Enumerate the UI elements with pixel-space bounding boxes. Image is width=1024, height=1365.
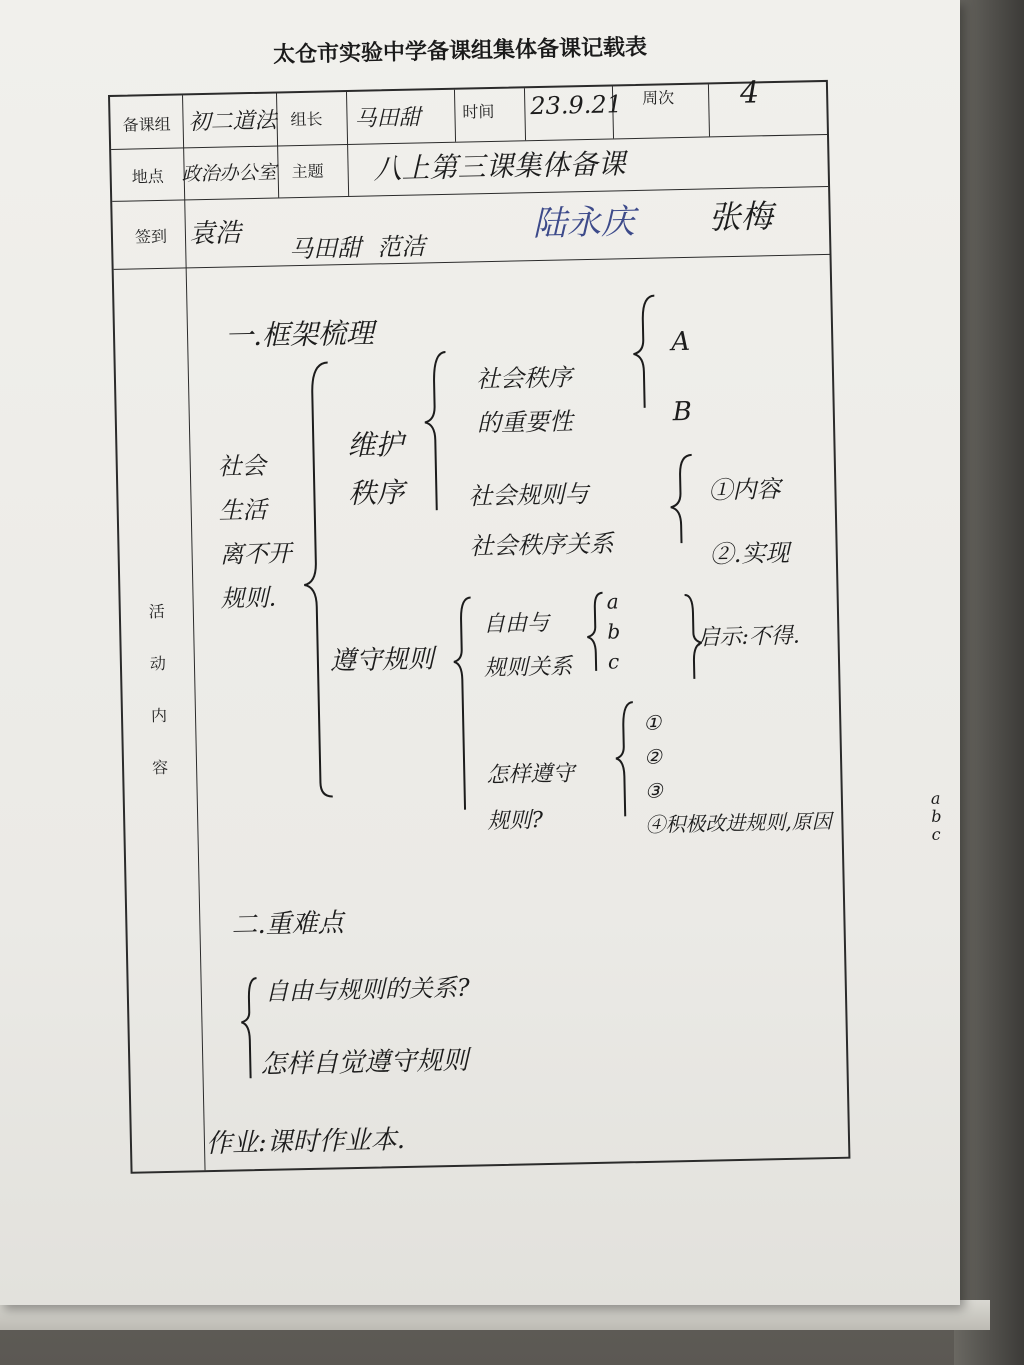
freedom-brace: [587, 593, 605, 671]
key-point: 怎样自觉遵守规则: [260, 1045, 469, 1081]
point-line: ①: [643, 710, 662, 735]
point-line: c: [931, 824, 941, 844]
point-line: c: [607, 649, 620, 674]
item-line: 社会秩序关系: [469, 529, 614, 561]
brace-marks: [110, 82, 848, 1172]
desk-shadow: [954, 0, 1024, 1365]
point-line: ③: [644, 778, 663, 803]
item-line: 社会规则与: [468, 480, 589, 511]
root-line: 规则.: [220, 583, 277, 613]
homework: 作业:课时作业本.: [205, 1125, 406, 1160]
signin-label: 签到: [134, 226, 168, 247]
point-line: B: [672, 396, 693, 428]
activity-char: 容: [151, 757, 169, 778]
key-point: 自由与规则的关系?: [264, 973, 470, 1006]
sheet-title: 太仓市实验中学备课组集体备课记载表: [272, 35, 648, 68]
root-line: 生活: [218, 495, 268, 525]
obey-brace: [453, 598, 475, 810]
signature: 陆永庆: [532, 202, 636, 245]
point-line: ④积极改进规则,原因: [645, 809, 832, 837]
signature: 马田甜: [288, 233, 362, 264]
freedom-inspiration: 启示:不得.: [697, 623, 801, 651]
point-line: ①内容: [708, 475, 781, 505]
item-line: 社会秩序: [475, 363, 573, 394]
inspiration-brace: [685, 595, 703, 679]
item-line: 自由与: [482, 610, 550, 638]
signature: 袁浩: [188, 218, 242, 250]
leader-label: 组长: [290, 109, 323, 130]
item-line: 怎样遵守: [486, 761, 575, 789]
importance-brace: [632, 296, 656, 408]
branch-obey-rules: 遵守规则: [329, 644, 435, 677]
leader-value: 马田甜: [354, 105, 421, 132]
root-line: 社会: [217, 451, 267, 481]
item-line: 的重要性: [476, 407, 574, 438]
topic-label: 主题: [291, 161, 324, 182]
relation-brace: [670, 455, 694, 543]
point-line: b: [607, 619, 621, 644]
point-line: b: [931, 806, 942, 826]
branch-line: 秩序: [348, 475, 405, 511]
item-line: 规则关系: [483, 654, 573, 682]
activity-char: 动: [149, 653, 167, 674]
group-label: 备课组: [122, 114, 171, 135]
section-framework: 一.框架梳理: [224, 316, 375, 353]
activity-char: 内: [150, 705, 168, 726]
signature: 张梅: [708, 197, 774, 237]
place-label: 地点: [131, 166, 164, 187]
point-line: a: [606, 589, 619, 614]
branch-line: 维护: [347, 427, 404, 463]
section-key-points: 二.重难点: [231, 908, 344, 941]
root-line: 离不开: [219, 539, 292, 569]
item-line: 规则?: [487, 808, 544, 835]
how-brace: [615, 702, 635, 816]
point-line: ②: [643, 744, 663, 769]
maintain-brace: [423, 352, 448, 510]
time-label: 时间: [462, 101, 495, 122]
point-line: ②.实现: [709, 538, 790, 569]
reason-points: [931, 790, 942, 844]
place-value: 政治办公室: [181, 161, 277, 186]
week-value: 4: [739, 75, 760, 111]
topic-value: 八上第三课集体备课: [373, 147, 626, 186]
week-label: 周次: [641, 88, 675, 108]
root-brace: [300, 362, 337, 796]
group-value: 初二道法: [188, 108, 277, 136]
time-value: 23.9.21: [530, 90, 623, 121]
point-line: A: [670, 326, 691, 358]
keypoint-brace: [241, 978, 259, 1078]
activity-char: 活: [148, 601, 166, 622]
signature: 范洁: [376, 232, 426, 262]
record-table: [108, 75, 942, 1174]
point-line: a: [930, 788, 941, 808]
